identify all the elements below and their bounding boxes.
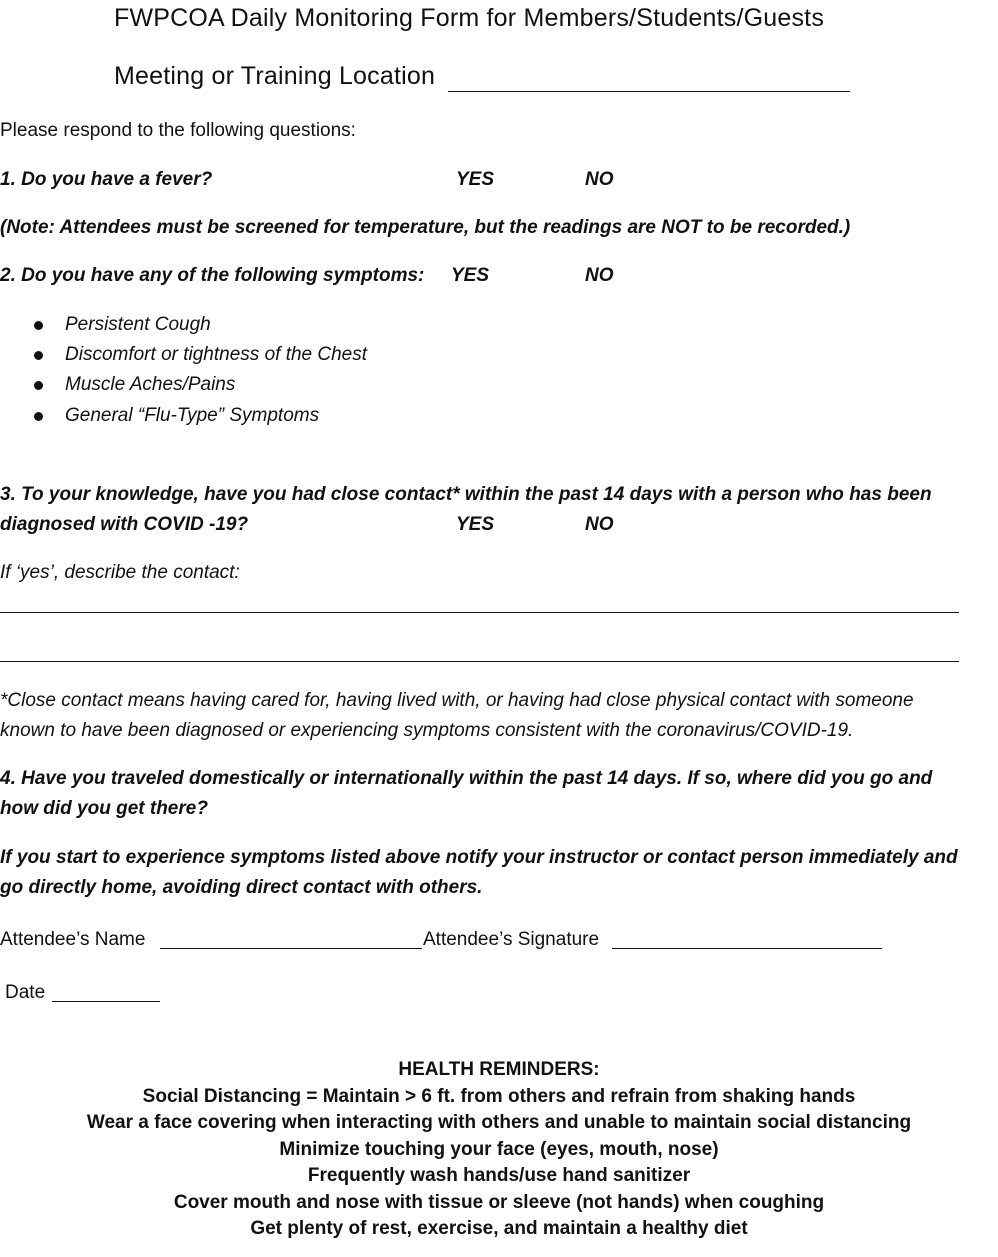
contact-description-line-1[interactable] xyxy=(0,612,959,613)
attendee-signature-line[interactable] xyxy=(612,948,882,949)
question-3-line-1: 3. To your knowledge, have you had close contact* within the past 14 days with a person who has been xyxy=(0,484,932,505)
date-line[interactable] xyxy=(52,1001,160,1002)
symptom-item: Persistent Cough xyxy=(65,314,211,335)
q1-yes-option[interactable]: YES xyxy=(456,169,495,190)
instruction-line-1: If you start to experience symptoms listed above notify your instructor or contact person immediately and xyxy=(0,847,958,868)
intro-text: Please respond to the following questions: xyxy=(0,120,356,141)
bullet-icon xyxy=(34,412,43,421)
q3-yes-option[interactable]: YES xyxy=(456,514,495,535)
q2-yes-option[interactable]: YES xyxy=(451,265,490,286)
attendee-name-label: Attendee’s Name xyxy=(0,929,146,950)
question-4-line-2: how did you get there? xyxy=(0,798,208,819)
attendee-name-line[interactable] xyxy=(160,948,422,949)
question-4-line-1: 4. Have you traveled domestically or internationally within the past 14 days. If so, where did you go and xyxy=(0,768,933,789)
question-3-line-2: diagnosed with COVID -19? xyxy=(0,514,249,535)
reminder-item: Frequently wash hands/use hand sanitizer xyxy=(307,1165,691,1186)
date-label: Date xyxy=(5,982,46,1003)
location-row xyxy=(114,62,850,92)
health-reminders xyxy=(0,1057,998,1243)
reminder-item: Get plenty of rest, exercise, and maintain a healthy diet xyxy=(250,1218,748,1239)
location-input-line[interactable] xyxy=(448,62,850,92)
q1-note: (Note: Attendees must be screened for temperature, but the readings are NOT to be recorded.) xyxy=(0,217,851,238)
symptom-item: Discomfort or tightness of the Chest xyxy=(65,344,368,365)
question-2: 2. Do you have any of the following symptoms: xyxy=(0,265,425,286)
bullet-icon xyxy=(34,351,43,360)
bullet-icon xyxy=(34,321,43,330)
location-label: Meeting or Training Location xyxy=(114,62,436,90)
instruction-line-2: go directly home, avoiding direct contact with others. xyxy=(0,877,483,898)
attendee-signature-label: Attendee’s Signature xyxy=(423,929,600,950)
close-contact-footnote-2: known to have been diagnosed or experiencing symptoms consistent with the coronavirus/COVID-19. xyxy=(0,720,854,741)
close-contact-footnote-1: *Close contact means having cared for, having lived with, or having had close physical contact with someone xyxy=(0,690,914,711)
bullet-icon xyxy=(34,381,43,390)
reminder-item: Social Distancing = Maintain > 6 ft. from others and refrain from shaking hands xyxy=(142,1085,856,1107)
symptom-item: General “Flu-Type” Symptoms xyxy=(65,405,320,426)
form-title: FWPCOA Daily Monitoring Form for Members/Students/Guests xyxy=(114,4,825,32)
q2-no-option[interactable]: NO xyxy=(585,265,614,286)
q3-describe-label: If ‘yes’, describe the contact: xyxy=(0,562,240,583)
question-1: 1. Do you have a fever? xyxy=(0,169,213,190)
q3-no-option[interactable]: NO xyxy=(585,514,614,535)
q1-no-option[interactable]: NO xyxy=(585,169,614,190)
reminder-item: Cover mouth and nose with tissue or sleeve (not hands) when coughing xyxy=(173,1191,825,1213)
symptom-item: Muscle Aches/Pains xyxy=(65,374,236,395)
reminder-item: Wear a face covering when interacting with others and unable to maintain social distancing xyxy=(86,1112,912,1133)
reminder-item: Minimize touching your face (eyes, mouth, nose) xyxy=(279,1138,719,1160)
contact-description-line-2[interactable] xyxy=(0,661,959,662)
reminders-heading: HEALTH REMINDERS: xyxy=(398,1059,600,1080)
